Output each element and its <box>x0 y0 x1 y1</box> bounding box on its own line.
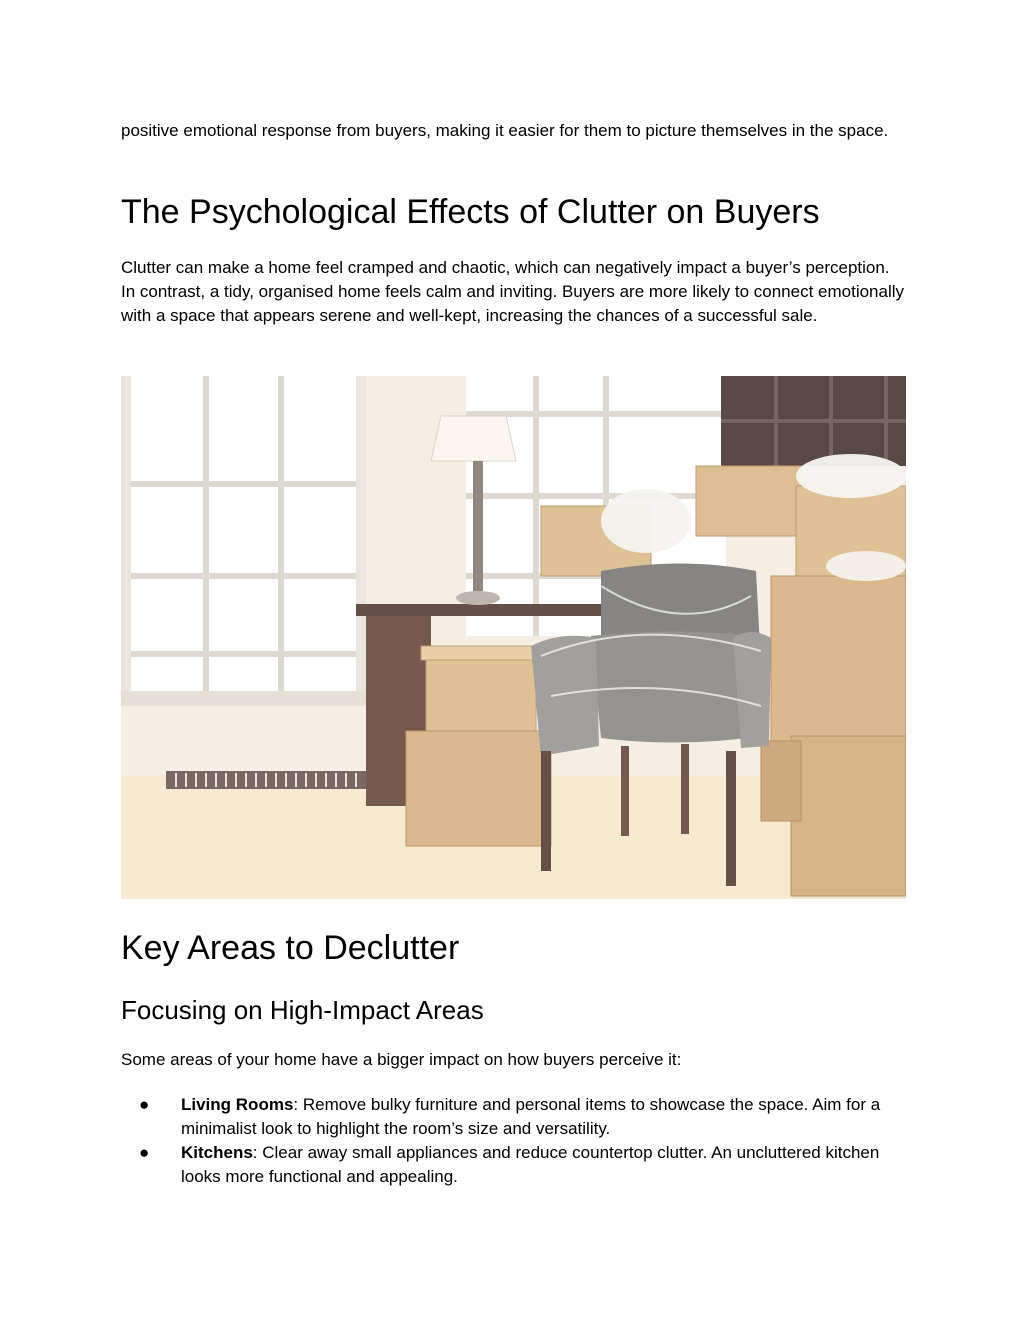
bullet-icon: ● <box>139 1095 150 1114</box>
moving-boxes-illustration <box>121 376 906 899</box>
moving-boxes-photo <box>121 376 906 899</box>
list-item-term: Kitchens <box>181 1143 253 1162</box>
psychological-effects-paragraph: Clutter can make a home feel cramped and chaotic, which can negatively impact a buyer’s perception. In contrast, a tidy, organised home feels calm and inviting. Buyers are more likely to connect emotionally with a space that appears serene and well-kept, increasing the chances of a successful sale. <box>121 258 905 325</box>
list-item-text: : Remove bulky furniture and personal items to showcase the space. Aim for a minimalist look to highlight the room’s size and versatility. <box>181 1095 881 1138</box>
heading-psychological-effects: The Psychological Effects of Clutter on Buyers <box>121 193 820 231</box>
heading-key-areas: Key Areas to Declutter <box>121 929 460 967</box>
key-areas-lead-paragraph: Some areas of your home have a bigger impact on how buyers perceive it: <box>121 1050 682 1069</box>
intro-paragraph: positive emotional response from buyers, making it easier for them to picture themselves in the space. <box>121 121 889 140</box>
list-item-term: Living Rooms <box>181 1095 294 1114</box>
list-item-text: : Clear away small appliances and reduce countertop clutter. An uncluttered kitchen looks more functional and appealing. <box>181 1143 880 1186</box>
subheading-high-impact-areas: Focusing on High-Impact Areas <box>121 995 484 1025</box>
list-item <box>121 1141 906 1189</box>
key-areas-list <box>121 1093 906 1189</box>
bullet-icon: ● <box>139 1143 150 1162</box>
list-item <box>121 1093 906 1141</box>
